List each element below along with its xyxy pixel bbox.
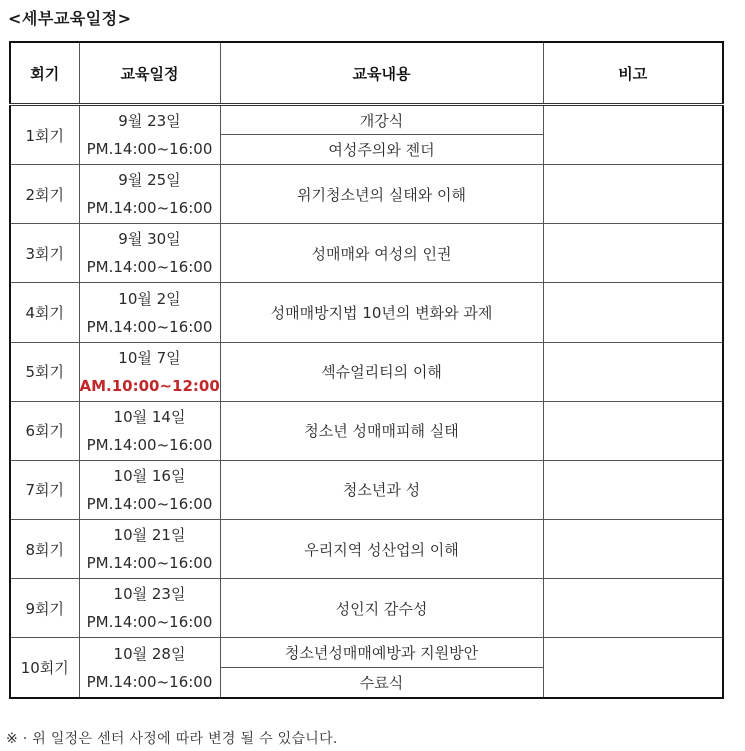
remarks-cell	[543, 105, 723, 165]
session-time: PM.14:00~16:00	[86, 494, 213, 513]
session-cell: 3회기	[10, 224, 79, 283]
content-cell: 성매매와 여성의 인권	[220, 224, 543, 283]
schedule-cell	[79, 283, 220, 342]
session-time: PM.14:00~16:00	[86, 672, 213, 691]
schedule-cell	[79, 224, 220, 283]
session-date: 10월 16일	[113, 466, 186, 485]
session-time: PM.14:00~16:00	[86, 554, 213, 573]
content-cell: 성인지 감수성	[220, 579, 543, 638]
session-cell: 9회기	[10, 579, 79, 638]
remarks-cell	[543, 401, 723, 460]
remarks-cell	[543, 638, 723, 698]
header-content: 교육내용	[220, 42, 543, 105]
remarks-cell	[543, 224, 723, 283]
content-cell: 위기청소년의 실태와 이해	[220, 165, 543, 224]
schedule-cell	[79, 638, 220, 698]
table-row	[10, 342, 723, 401]
schedule-cell	[79, 579, 220, 638]
footnote: ※ · 위 일정은 센터 사정에 따라 변경 될 수 있습니다.	[6, 731, 338, 747]
session-date: 9월 30일	[118, 230, 181, 249]
table-row	[10, 460, 723, 519]
session-date: 10월 23일	[113, 585, 186, 604]
table-row	[10, 520, 723, 579]
header-remarks: 비고	[543, 42, 723, 105]
content-cell: 청소년성매매예방과 지원방안	[220, 638, 543, 668]
session-date: 9월 23일	[118, 112, 181, 131]
content-cell: 수료식	[220, 668, 543, 698]
content-cell: 성매매방지법 10년의 변화와 과제	[220, 283, 543, 342]
session-time: PM.14:00~16:00	[86, 199, 213, 218]
session-time: PM.14:00~16:00	[86, 435, 213, 454]
content-cell: 우리지역 성산업의 이해	[220, 520, 543, 579]
content-cell: 청소년 성매매피해 실태	[220, 401, 543, 460]
session-time: PM.14:00~16:00	[86, 317, 213, 336]
session-time: PM.14:00~16:00	[86, 613, 213, 632]
remarks-cell	[543, 342, 723, 401]
schedule-cell	[79, 460, 220, 519]
remarks-cell	[543, 165, 723, 224]
table-row	[10, 224, 723, 283]
session-date: 10월 28일	[113, 644, 186, 663]
content-cell: 섹슈얼리티의 이해	[220, 342, 543, 401]
session-date: 10월 14일	[113, 407, 186, 426]
schedule-cell	[79, 105, 220, 165]
remarks-cell	[543, 520, 723, 579]
session-date: 10월 21일	[113, 526, 186, 545]
session-cell: 4회기	[10, 283, 79, 342]
remarks-cell	[543, 283, 723, 342]
session-cell: 6회기	[10, 401, 79, 460]
header-schedule: 교육일정	[79, 42, 220, 105]
table-row	[10, 283, 723, 342]
page-title: <세부교육일정>	[8, 9, 132, 28]
remarks-cell	[543, 460, 723, 519]
content-cell: 청소년과 성	[220, 460, 543, 519]
session-cell: 2회기	[10, 165, 79, 224]
session-cell: 1회기	[10, 105, 79, 165]
table-row	[10, 638, 723, 668]
content-cell: 여성주의와 젠더	[220, 135, 543, 165]
session-cell: 5회기	[10, 342, 79, 401]
remarks-cell	[543, 579, 723, 638]
schedule-cell	[79, 401, 220, 460]
session-date: 10월 7일	[118, 348, 181, 367]
schedule-cell	[79, 165, 220, 224]
session-date: 10월 2일	[118, 289, 181, 308]
session-cell: 7회기	[10, 460, 79, 519]
session-time: PM.14:00~16:00	[86, 140, 213, 159]
session-time: PM.14:00~16:00	[86, 258, 213, 277]
session-date: 9월 25일	[118, 171, 181, 190]
schedule-cell	[79, 342, 220, 401]
table-row	[10, 165, 723, 224]
header-row	[10, 42, 723, 105]
table-row	[10, 105, 723, 135]
table-row	[10, 579, 723, 638]
schedule-table	[9, 41, 724, 699]
table-row	[10, 401, 723, 460]
session-cell: 8회기	[10, 520, 79, 579]
schedule-cell	[79, 520, 220, 579]
session-time: AM.10:00~12:00	[79, 376, 220, 395]
header-session: 회기	[10, 42, 79, 105]
content-cell: 개강식	[220, 105, 543, 135]
session-cell: 10회기	[10, 638, 79, 698]
